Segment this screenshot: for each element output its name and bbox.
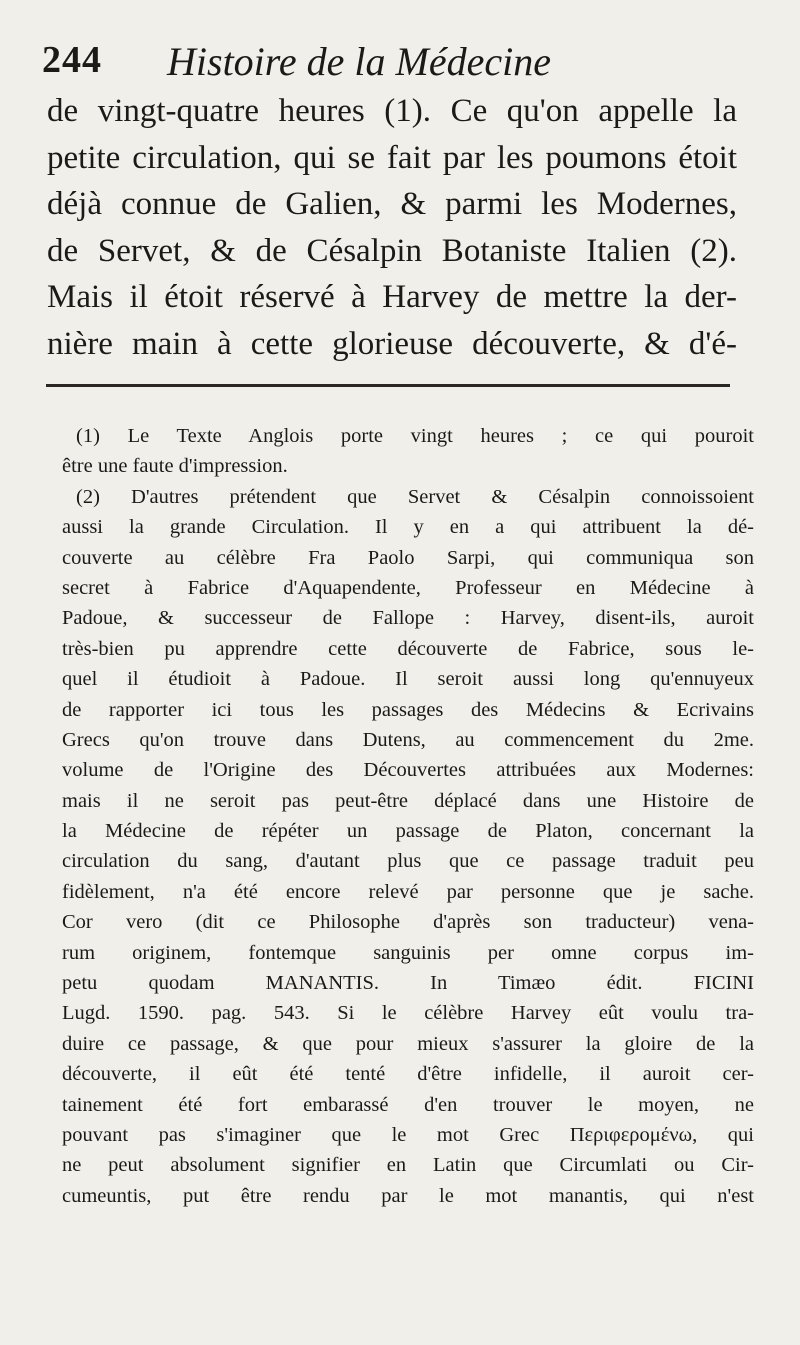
footnote-line: Grecs qu'on trouve dans Dutens, au commencement du 2me.	[62, 728, 754, 751]
footnote-line: Padoue, & successeur de Fallope : Harvey, disent-ils, auroit	[62, 607, 754, 630]
main-text-line: déjà connue de Galien, & parmi les Modernes,	[47, 186, 737, 222]
footnotes-block	[62, 421, 754, 1211]
footnote-line: rum originem, fontemque sanguinis per omne corpus im-	[62, 941, 754, 964]
main-text-line: de vingt-quatre heures (1). Ce qu'on appelle la	[47, 93, 737, 129]
footnote-line: (1) Le Texte Anglois porte vingt heures ; ce qui pouroit	[76, 425, 754, 447]
footnote-line: aussi la grande Circulation. Il y en a qui attribuent la dé-	[62, 516, 754, 539]
main-text-block	[47, 88, 737, 367]
footnote-line: Cor vero (dit ce Philosophe d'après son traducteur) vena-	[62, 911, 754, 934]
page-number: 244	[42, 39, 102, 81]
footnote-line: petu quodam MANANTIS. In Timæo édit. FICINI	[62, 972, 754, 995]
footnote-line: mais il ne seroit pas peut-être déplacé dans une Histoire de	[62, 789, 754, 812]
footnote-line: volume de l'Origine des Découvertes attribuées aux Modernes:	[62, 759, 754, 782]
footnote-line: pouvant pas s'imaginer que le mot Grec Περιφερομένω, qui	[62, 1123, 754, 1146]
main-text-line: de Servet, & de Césalpin Botaniste Italien (2).	[47, 232, 737, 269]
footnote-line: être une faute d'impression.	[62, 455, 288, 478]
footnote-line: (2) D'autres prétendent que Servet & Césalpin connoissoient	[76, 485, 754, 508]
main-text-line: petite circulation, qui se fait par les poumons étoit	[47, 139, 737, 176]
footnote-line: fidèlement, n'a été encore relevé par personne que je sache.	[62, 880, 754, 903]
footnote-line: cumeuntis, put être rendu par le mot manantis, qui n'est	[62, 1184, 754, 1207]
footnote-line: circulation du sang, d'autant plus que ce passage traduit peu	[62, 850, 754, 873]
main-text-line: nière main à cette glorieuse découverte, & d'é-	[47, 325, 737, 362]
page-header	[42, 38, 762, 88]
running-title: Histoire de la Médecine	[167, 39, 551, 84]
footnote-line: duire ce passage, & que pour mieux s'assurer la gloire de la	[62, 1032, 754, 1055]
footnote-line: tainement été fort embarassé d'en trouver le moyen, ne	[62, 1093, 754, 1116]
footnote-line: de rapporter ici tous les passages des Médecins & Ecrivains	[62, 698, 754, 721]
footnote-line: secret à Fabrice d'Aquapendente, Professeur en Médecine à	[62, 576, 754, 599]
footnote-line: quel il étudioit à Padoue. Il seroit aussi long qu'ennuyeux	[62, 668, 754, 691]
footnote-line: couverte au célèbre Fra Paolo Sarpi, qui communiqua son	[62, 546, 754, 569]
footnote-line: ne peut absolument signifier en Latin que Circumlati ou Cir-	[62, 1154, 754, 1177]
footnote-line: Lugd. 1590. pag. 543. Si le célèbre Harvey eût voulu tra-	[62, 1002, 754, 1025]
footnote-line: découverte, il eût été tenté d'être infidelle, il auroit cer-	[62, 1063, 754, 1086]
footnote-separator-rule	[46, 384, 730, 387]
main-text-line: Mais il étoit réservé à Harvey de mettre la der-	[47, 279, 737, 315]
footnote-line: très-bien pu apprendre cette découverte de Fabrice, sous le-	[62, 637, 754, 660]
footnote-line: la Médecine de répéter un passage de Platon, concernant la	[62, 820, 754, 843]
